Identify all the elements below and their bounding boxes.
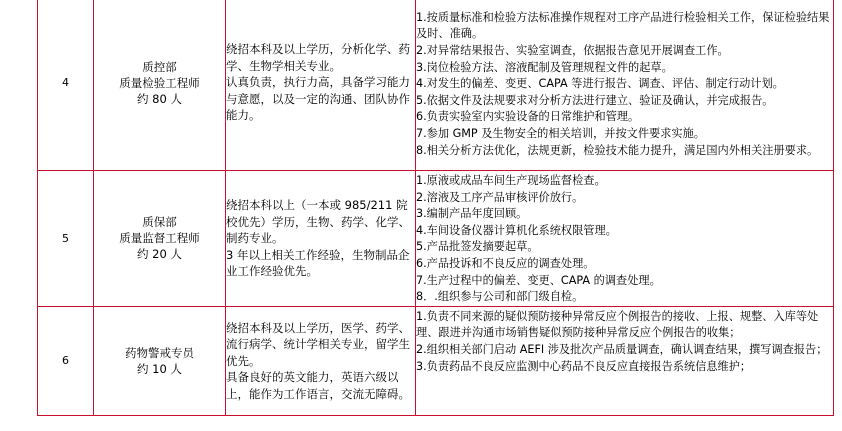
duties-text: 1.按质量标准和检验方法标准操作规程对工序产品进行检验相关工作，保证检验结果及时、准确。 2.对异常结果报告、实验室调查，依据报告意见开展调查工作。 3.岗位检验方法、溶液配制及管理规程文件的起草。 4.对发生的偏差、变更、CAPA 等进行报告、调查、评估、制定行动计划。 5.依据文件及法规要求对分析方法进行建立、验证及确认，并完成报告。 6.负责实验室内实验设备的日常维护和管理。 7.参加 GMP 及生物安全的相关培训，并按文件要求实施。 8.相关分析方法优化，法规更新，检验技术能力提升，满足国内外相关注册要求。: [416, 10, 830, 157]
department: 质保部: [142, 215, 177, 230]
headcount: 约 10 人: [137, 361, 182, 376]
table-row: [38, 306, 834, 415]
duties-text: 1.原液或成品车间生产现场监督检查。 2.溶液及工序产品审核评价放行。 3.编制产品年度回顾。 4.车间设备仪器计算机化系统权限管理。 5.产品批签发摘要起草。 6.产品投诉和不良反应的调查处理。 7.生产过程中的偏差、变更、CAPA 的调查处理。 8．.组织参与公司和部门级自检。: [416, 174, 661, 304]
position-cell: [94, 0, 226, 171]
requirements-text: 绕招本科及以上学历，分析化学、药学、生物学相关专业。 认真负责，执行力高，具备学习能力与意愿，以及一定的沟通、团队协作能力。: [226, 42, 410, 123]
duties-cell: [416, 0, 834, 171]
recruitment-table: [37, 0, 834, 416]
position-cell: [94, 306, 226, 415]
requirements-text: 绕招本科以上（一本或 985/211 院校优先）学历，生物、药学、化学、制药专业。 3 年以上相关工作经验，生物制品企业工作经验优先。: [226, 198, 410, 279]
duties-text: 1.负责不同来源的疑似预防接种异常反应个例报告的接收、上报、规整、入库等处理、跟进并沟通市场销售疑似预防接种异常反应个例报告的收集； 2.组织相关部门启动 AEFI 涉及批次产品质量调查，确认调查结果，撰写调查报告； 3.负责药品不良反应监测中心药品不良反应直接报告系统信息维护；: [416, 309, 828, 373]
duties-cell: [416, 171, 834, 307]
table-row: [38, 171, 834, 307]
job-title: 质量检验工程师: [119, 75, 200, 90]
row-number: 4: [38, 0, 94, 171]
row-number: 5: [38, 171, 94, 307]
duties-cell: [416, 306, 834, 415]
job-title: 质量监督工程师: [119, 231, 200, 246]
position-cell: [94, 171, 226, 307]
job-title: 药物警戒专员: [125, 345, 194, 360]
row-number: 6: [38, 306, 94, 415]
requirements-text: 绕招本科及以上学历，医学、药学、流行病学、统计学相关专业，留学生优先。 具备良好的英文能力，英语六级以上，能作为工作语言，交流无障碍。: [226, 320, 410, 401]
department: 质控部: [142, 59, 177, 74]
requirements-cell: [226, 306, 416, 415]
headcount: 约 20 人: [137, 247, 182, 262]
requirements-cell: [226, 0, 416, 171]
table-row: [38, 0, 834, 171]
requirements-cell: [226, 171, 416, 307]
headcount: 约 80 人: [137, 91, 182, 106]
